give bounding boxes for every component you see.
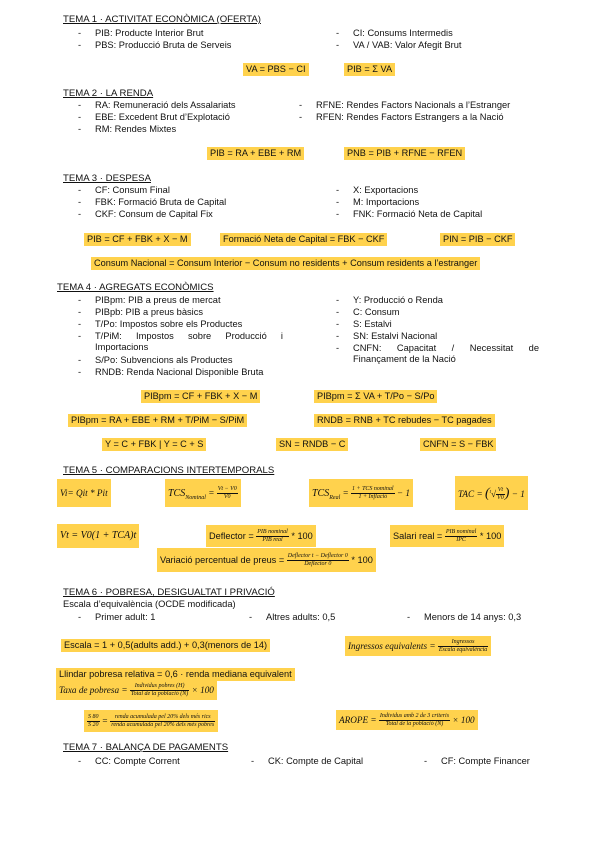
formula-s80-s20: $\frac{S 80}{S 20}$ = $\frac{\text{renda acumulada pel 20\% dels més rics}}{\text{renda acumulada pel 20\% dels més pobres}}$ [84, 710, 218, 732]
formula: PIBpm = RA + EBE + RM + T/PiM − S/PiM [68, 414, 247, 427]
formula-llindar: Llindar pobresa relativa = 0,6 · renda mediana equivalent [56, 668, 295, 681]
formula: Consum Nacional = Consum Interior − Consum no residents + Consum residents a l’estranger [91, 257, 480, 270]
list-item: - RNDB: Renda Nacional Disponible Bruta [95, 367, 263, 378]
tema1-title: TEMA 1 · ACTIVITAT ECONÒMICA (OFERTA) [63, 14, 261, 25]
formula: SN = RNDB − C [276, 438, 348, 451]
formula: PIBpm = Σ VA + T/Po − S/Po [314, 390, 437, 403]
formula-salari-real: Salari real = $\frac{\text{PIB nominal}}{\text{IPC}}$ * 100 [390, 525, 504, 547]
list-item: - X: Exportacions [353, 185, 418, 196]
list-item: - SN: Estalvi Nacional [353, 331, 437, 342]
formula-ingressos-equivalents: Ingressos equivalents = $\frac{\text{Ingressos}}{\text{Escala equivalència}}$ [345, 636, 491, 656]
list-item: - T/PiM: Impostos sobre Producció i Importacions [95, 331, 283, 353]
list-item: - CKF: Consum de Capital Fix [95, 209, 213, 220]
formula: PIN = PIB − CKF [440, 233, 515, 246]
formula: Y = C + FBK | Y = C + S [102, 438, 206, 451]
list-item: - FBK: Formació Bruta de Capital [95, 197, 226, 208]
list-item: - Menors de 14 anys: 0,3 [424, 612, 521, 623]
formula: PNB = PIB + RFNE − RFEN [344, 147, 465, 160]
formula: PIB = Σ VA [344, 63, 395, 76]
list-item: - EBE: Excedent Brut d’Explotació [95, 112, 230, 123]
list-item: - CC: Compte Corrent [95, 756, 180, 767]
list-item: - CNFN: Capacitat / Necessitat de Finançament de la Nació [353, 343, 539, 365]
formula-tcs-real: $TCS_{Real}$ = $\frac{\text{1 + TCS nominal}}{\text{1 + Inflació}}$ − 1 [309, 479, 413, 507]
formula-arope: AROPE = $\frac{\text{Individus amb 2 de 3 criteris}}{\text{Total de la població (N)}}$ × 100 [336, 710, 478, 730]
formula: Formació Neta de Capital = FBK − CKF [220, 233, 387, 246]
tema6-subtitle: Escala d’equivalència (OCDE modificada) [63, 599, 236, 609]
list-item: - CI: Consums Intermedis [353, 28, 453, 39]
formula-vt: Vt = V0(1 + TCA)t [57, 524, 139, 548]
formula-taxa-pobresa: Taxa de pobresa = $\frac{\text{Individus pobres (H)}}{\text{Total de la població (N)}}$ × 100 [56, 681, 217, 700]
list-item: - RA: Remuneració dels Assalariats [95, 100, 236, 111]
formula-escala: Escala = 1 + 0,5(adults add.) + 0,3(menors de 14) [61, 639, 270, 652]
tema5-title: TEMA 5 · COMPARACIONS INTERTEMPORALS [63, 465, 275, 476]
list-item: - RFEN: Rendes Factors Estrangers a la Nació [316, 112, 504, 123]
list-item: - PIBpb: PIB a preus bàsics [95, 307, 203, 318]
formula: PIB = CF + FBK + X − M [84, 233, 191, 246]
formula: PIB = RA + EBE + RM [207, 147, 304, 160]
list-item: - PBS: Producció Bruta de Serveis [95, 40, 231, 51]
tema7-title: TEMA 7 · BALANÇA DE PAGAMENTS [63, 742, 229, 753]
list-item: - T/Po: Impostos sobre els Productes [95, 319, 242, 330]
tema3-title: TEMA 3 · DESPESA [63, 173, 151, 184]
formula-variacio-preus: Variació percentual de preus = $\frac{\text{Deflector t − Deflector 0}}{\text{Deflector 0}}$ * 100 [157, 548, 376, 572]
list-item: - S/Po: Subvencions als Productes [95, 355, 232, 366]
list-item: - PIB: Producte Interior Brut [95, 28, 204, 39]
formula: VA = PBS − CI [243, 63, 309, 76]
tema4-title: TEMA 4 · AGREGATS ECONÒMICS [57, 282, 214, 293]
formula-vi: Vi= Qit * Pit [57, 479, 111, 507]
formula: RNDB = RNB + TC rebudes − TC pagades [314, 414, 495, 427]
formula-tcs-nominal: $TCS_{Nominal}$ = $\frac{Vt - V0}{V0}$ [165, 479, 241, 507]
formula: PIBpm = CF + FBK + X − M [141, 390, 260, 403]
tema2-title: TEMA 2 · LA RENDA [63, 88, 154, 99]
formula-tac: TAC = ($^t$√ $\frac{Vt}{V0}$ ) − 1 [455, 476, 528, 510]
list-item: - RM: Rendes Mixtes [95, 124, 176, 135]
list-item: - VA / VAB: Valor Afegit Brut [353, 40, 462, 51]
list-item: - M: Importacions [353, 197, 419, 208]
list-item: - Y: Producció o Renda [353, 295, 443, 306]
list-item: - CF: Consum Final [95, 185, 170, 196]
tema6-title: TEMA 6 · POBRESA, DESIGUALTAT I PRIVACIÓ [63, 587, 275, 598]
list-item: - FNK: Formació Neta de Capital [353, 209, 482, 220]
list-item: - Primer adult: 1 [95, 612, 155, 623]
formula: CNFN = S − FBK [420, 438, 496, 451]
list-item: - Altres adults: 0,5 [266, 612, 335, 623]
list-item: - C: Consum [353, 307, 400, 318]
list-item: - CK: Compte de Capital [268, 756, 363, 767]
list-item: - RFNE: Rendes Factors Nacionals a l’Estranger [316, 100, 510, 111]
list-item: - S: Estalvi [353, 319, 392, 330]
formula-deflector: Deflector = $\frac{\text{PIB nominal}}{\text{PIB real}}$ * 100 [206, 525, 316, 547]
list-item: - PIBpm: PIB a preus de mercat [95, 295, 221, 306]
list-item: - CF: Compte Financer [441, 756, 530, 767]
